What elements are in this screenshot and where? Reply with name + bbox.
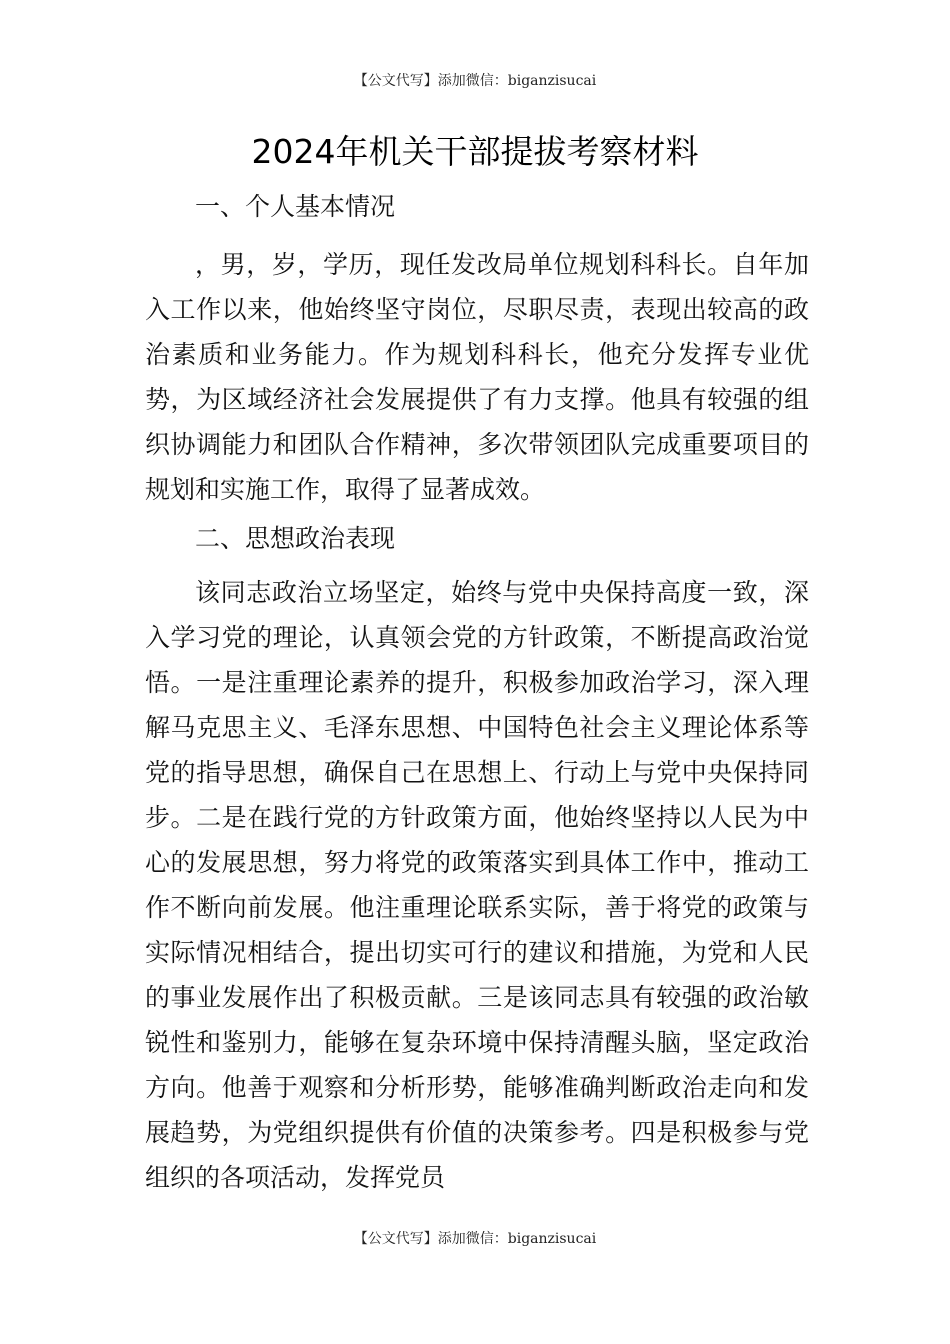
- section-heading-2: 二、思想政治表现: [195, 524, 396, 553]
- document-title: 2024年机关干部提拔考察材料: [251, 132, 699, 171]
- section-paragraph-2: 该同志政治立场坚定，始终与党中央保持高度一致，深入学习党的理论，认真领会党的方针政策，不断提高政治觉悟。一是注重理论素养的提升，积极参加政治学习，深入理解马克思主义、毛泽东思想、中国特色社会主义理论体系等党的指导思想，确保自己在思想上、行动上与党中央保持同步。二是在践行党的方针政策方面，他始终坚持以人民为中心的发展思想，努力将党的政策落实到具体工作中，推动工作不断向前发展。他注重理论联系实际，善于将党的政策与实际情况相结合，提出切实可行的建议和措施，为党和人民的事业发展作出了积极贡献。三是该同志具有较强的政治敏锐性和鉴别力，能够在复杂环境中保持清醒头脑，坚定政治方向。他善于观察和分析形势，能够准确判断政治走向和发展趋势，为党组织提供有价值的决策参考。四是积极参与党组织的各项活动，发挥党员: [145, 578, 809, 1192]
- footer-note: 【公文代写】添加微信：biganzisucai: [353, 1231, 597, 1247]
- header-note: 【公文代写】添加微信：biganzisucai: [353, 73, 597, 89]
- section-heading-1: 一、个人基本情况: [195, 192, 396, 221]
- section-paragraph-1: ，男，岁，学历，现任发改局单位规划科科长。自年加入工作以来，他始终坚守岗位，尽职尽责，表现出较高的政治素质和业务能力。作为规划科科长，他充分发挥专业优势，为区域经济社会发展提供了有力支撑。他具有较强的组织协调能力和团队合作精神，多次带领团队完成重要项目的规划和实施工作，取得了显著成效。: [145, 250, 809, 504]
- document-body: [145, 188, 809, 1200]
